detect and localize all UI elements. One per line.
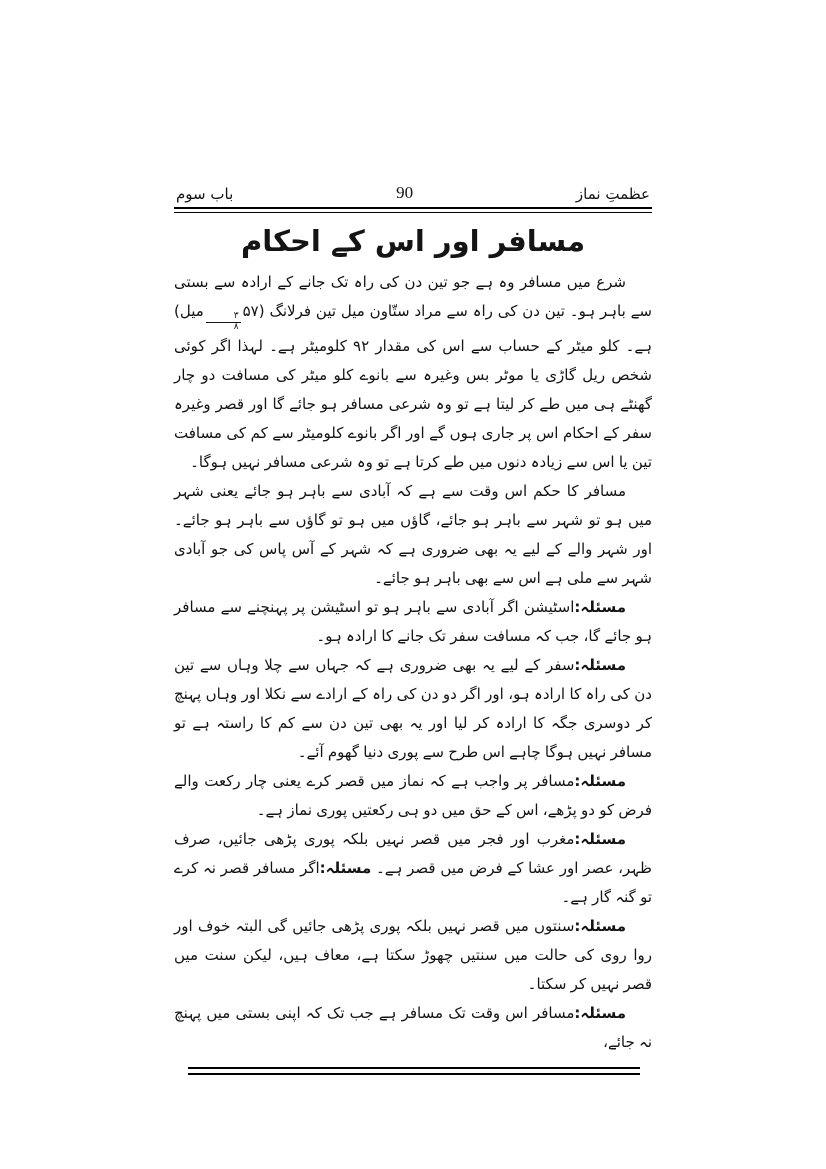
masla-marker: مسئلہ: xyxy=(574,772,626,791)
chapter-label: باب سوم xyxy=(176,185,234,203)
header-rule xyxy=(174,207,652,213)
running-header xyxy=(174,183,652,207)
fraction-denominator: ۸ xyxy=(233,321,239,332)
masla-marker: مسئلہ: xyxy=(574,1004,626,1023)
masla-marker: مسئلہ: xyxy=(574,656,626,675)
paragraph-text: سفر کے لیے یہ بھی ضروری ہے کہ جہاں سے چلا وہاں سے تین دن کی راہ کا ارادہ ہو، اور اگر دو دن کی راہ کے ارادے سے نکلا اور وہاں پہنچ کر دوسری جگہ کا ارادہ کر لیا اور یہ بھی تین دن سے کم کا راستہ ہے تو مسافر نہیں ہوگا چاہے اس طرح سے پوری دنیا گھوم آئے۔ xyxy=(174,656,652,762)
paragraph-text: مسافر پر واجب ہے کہ نماز میں قصر کرے یعنی چار رکعت والے فرض کو دو پڑھے، اس کے حق میں دو ہی رکعتیں پوری نماز ہے۔ xyxy=(174,772,652,820)
paragraph xyxy=(174,999,652,1057)
masla-marker: مسئلہ: xyxy=(319,859,372,878)
paragraph-text: مغرب اور فجر میں قصر نہیں بلکہ پوری پڑھی جائیں، صرف ظہر، عصر اور عشا کے فرض میں قصر ہے۔ xyxy=(174,830,652,878)
paragraph xyxy=(174,767,652,825)
section-title: مسافر اور اس کے احکام xyxy=(240,224,586,258)
paragraph xyxy=(174,825,652,912)
masla-marker: مسئلہ: xyxy=(574,830,626,849)
paragraph-text: مسافر کا حکم اس وقت سے ہے کہ آبادی سے باہر ہو جائے یعنی شہر میں ہو تو شہر سے باہر ہو جائے، گاؤں میں ہو تو گاؤں سے باہر ہو جائے۔ اور شہر والے کے لیے یہ بھی ضروری ہے کہ شہر کے آس پاس کی جو آبادی شہر سے ملی ہے اس سے بھی باہر ہو جائے۔ xyxy=(174,482,652,588)
fraction-numerator: ۳ xyxy=(206,312,241,322)
footer-rule xyxy=(188,1067,640,1075)
paragraph-text: مسافر اس وقت تک مسافر ہے جب تک کہ اپنی بستی میں پہنچ نہ جائے، xyxy=(174,1004,652,1052)
page-number: 90 xyxy=(396,183,414,202)
paragraph xyxy=(174,477,652,593)
masla-marker: مسئلہ: xyxy=(574,917,626,936)
page-content xyxy=(174,183,652,1075)
paragraph-text: اگر مسافر قصر نہ کرے تو گنہ گار ہے۔ xyxy=(174,859,652,907)
paragraph xyxy=(174,593,652,651)
paragraph xyxy=(174,268,652,477)
paragraph xyxy=(174,651,652,767)
book-title: عظمتِ نماز xyxy=(575,185,650,203)
paragraph xyxy=(174,912,652,999)
paragraph-text: سنتوں میں قصر نہیں بلکہ پوری پڑھی جائیں گی البتہ خوف اور روا روی کی حالت میں سنتیں چھوڑ سکتا ہے، معاف ہیں، لیکن سنت میں قصر نہیں کر سکتا۔ xyxy=(174,917,652,994)
fraction xyxy=(206,312,241,332)
body-text xyxy=(174,268,652,1057)
paragraph-text: اسٹیشن اگر آبادی سے باہر ہو تو اسٹیشن پر پہنچنے سے مسافر ہو جائے گا، جب کہ مسافت سفر تک جانے کا ارادہ ہو۔ xyxy=(174,598,652,646)
paragraph-text: میل) ہے۔ کلو میٹر کے حساب سے اس کی مقدار ۹۲ کلومیٹر ہے۔ لہذا اگر کوئی شخص ریل گاڑی یا موٹر بس وغیرہ سے بانوے کلو میٹر کی مسافت دو چار گھنٹے ہی میں طے کر لیتا ہے تو وہ شرعی مسافر ہو جائے گا اور قصر وغیرہ سفر کے احکام اس پر جاری ہوں گے اور اگر بانوے کلومیٹر سے کم کی مسافت تین یا اس سے زیادہ دنوں میں طے کرتا ہے تو وہ شرعی مسافر نہیں ہوگا۔ xyxy=(174,302,652,472)
masla-marker: مسئلہ: xyxy=(574,598,626,617)
paragraph-text: شرع میں مسافر وہ ہے جو تین دن کی راہ تک جانے کے ارادہ سے بستی سے باہر ہو۔ تین دن کی راہ سے مراد ستّاون میل تین فرلانگ (۵۷ xyxy=(174,273,652,321)
